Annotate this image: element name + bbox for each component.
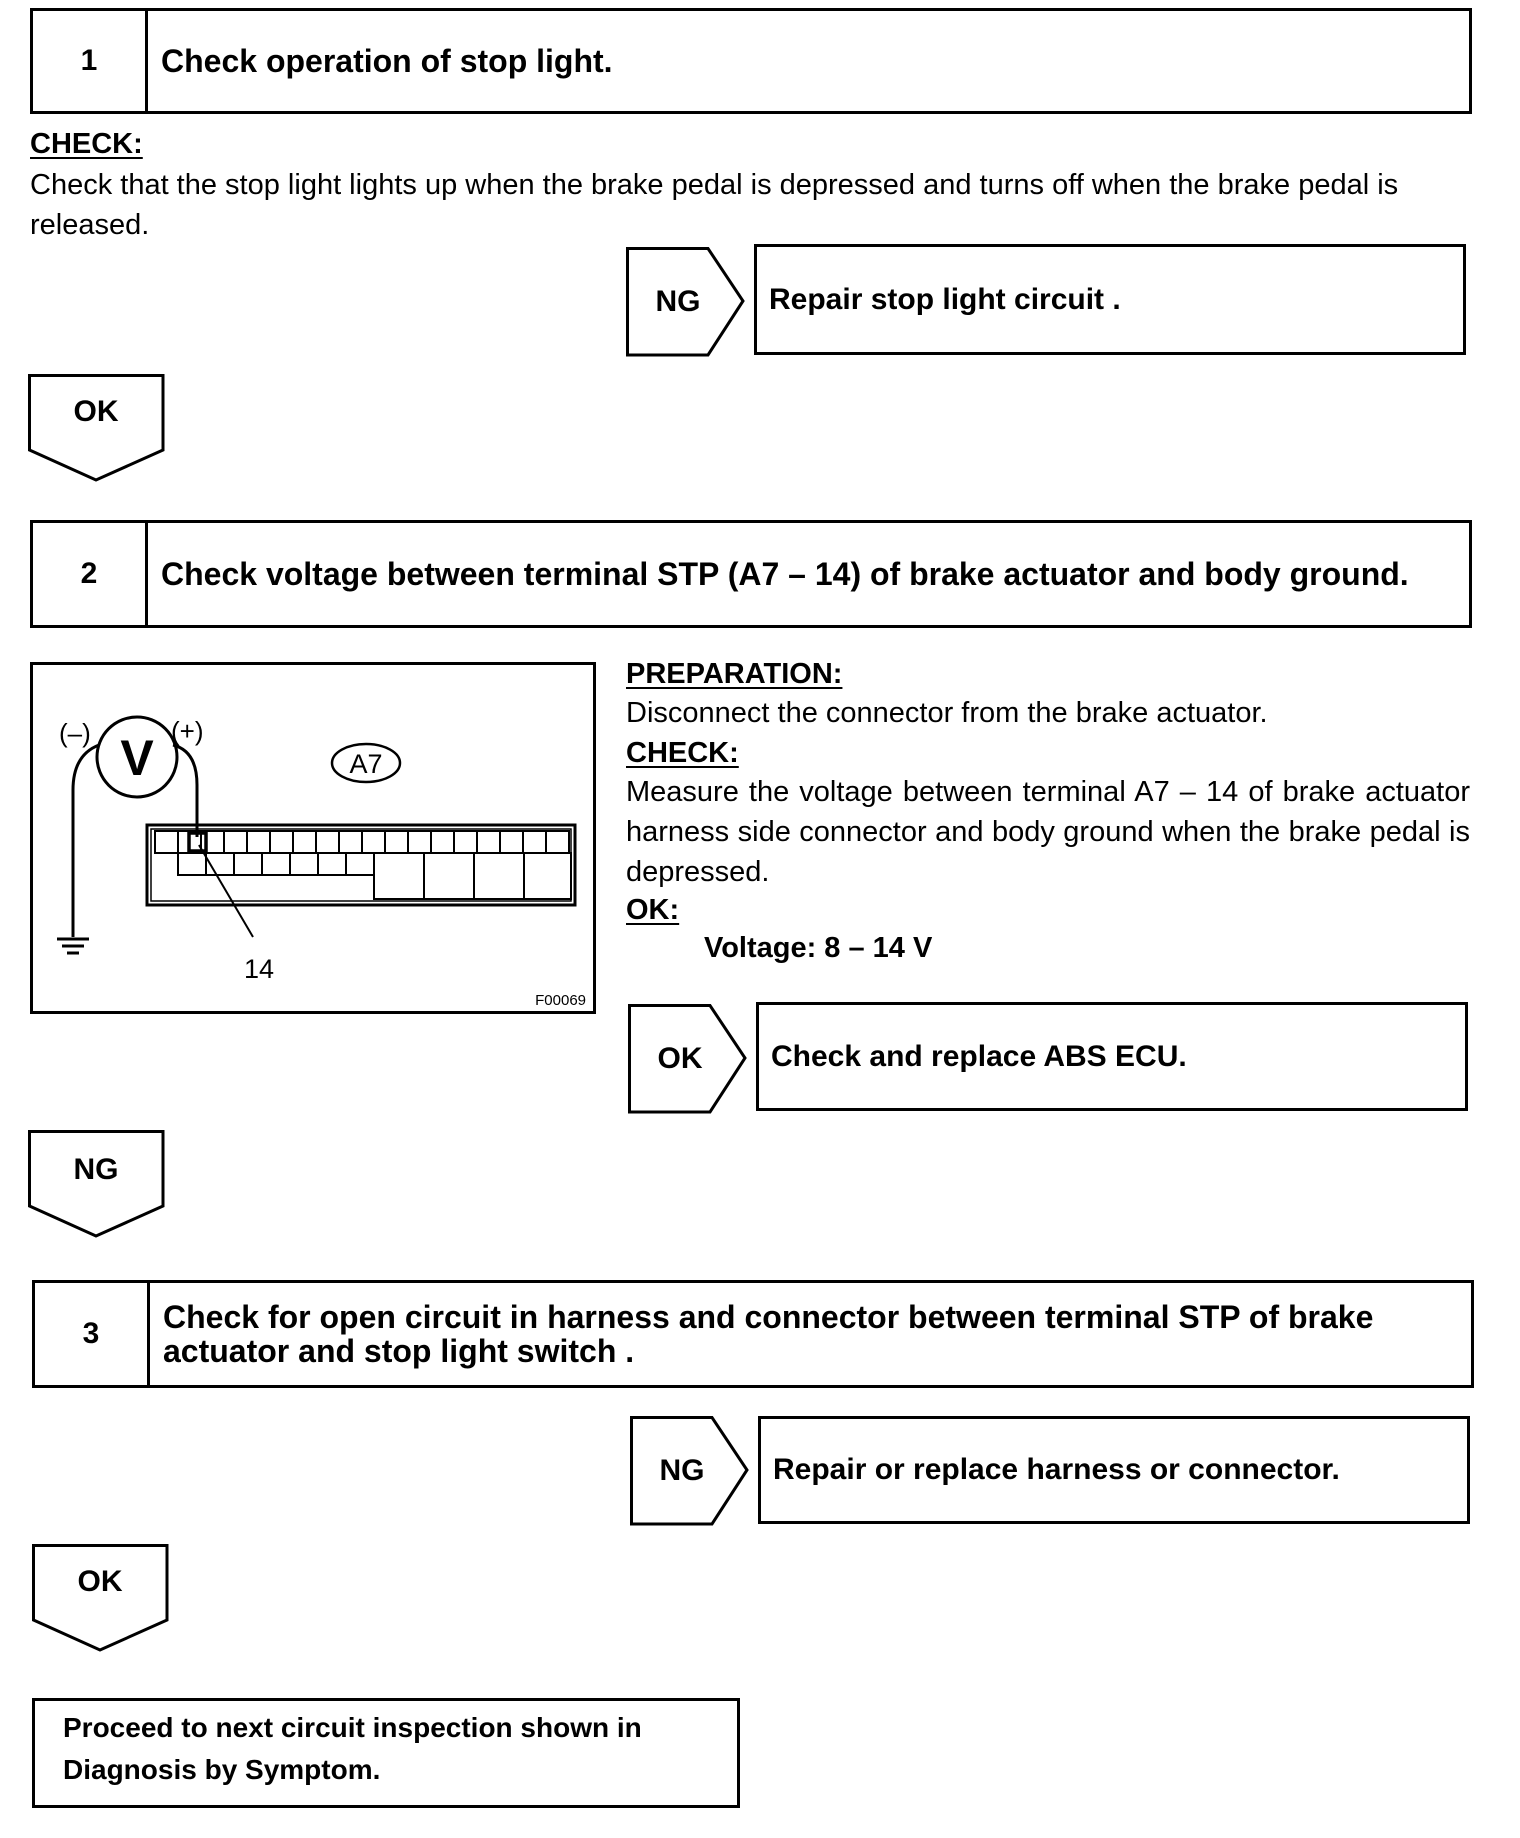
ng-label: NG <box>73 1153 119 1186</box>
ng-result-box: Repair stop light circuit . <box>754 244 1466 355</box>
voltmeter-connector-figure <box>33 665 593 1011</box>
ok-label: OK <box>77 1565 123 1598</box>
step-number: 3 <box>35 1283 150 1385</box>
ng-result-box: Repair or replace harness or connector. <box>758 1416 1470 1524</box>
ok-spec-value: Voltage: 8 – 14 V <box>704 932 933 964</box>
step-title: Check voltage between terminal STP (A7 – 14) of brake actuator and body ground. <box>161 556 1409 592</box>
ng-label: NG <box>659 1454 705 1487</box>
step-title: Check operation of stop light. <box>161 43 613 79</box>
step-2-header <box>30 520 1472 628</box>
ok-result-box: Check and replace ABS ECU. <box>756 1002 1468 1111</box>
terminal-leader-line <box>199 845 253 937</box>
preparation-text: Disconnect the connector from the brake actuator. <box>626 697 1268 729</box>
step-3-header <box>32 1280 1474 1388</box>
step-1-header <box>30 8 1472 114</box>
connector-top-pins <box>155 831 569 853</box>
final-instruction-box: Proceed to next circuit inspection shown in Diagnosis by Symptom. <box>32 1698 740 1808</box>
step-number: 1 <box>33 11 148 111</box>
ok-label: OK <box>73 395 119 428</box>
ng-label: NG <box>655 285 701 318</box>
connector-label: A7 <box>349 749 383 779</box>
check-label: CHECK: <box>30 128 143 160</box>
check-text: Check that the stop light lights up when the brake pedal is depressed and turns off when the brake pedal is released. <box>30 169 1399 241</box>
figure-code: F00069 <box>535 992 586 1009</box>
step-title: Check for open circuit in harness and connector between terminal STP of brake actuator and stop light switch . <box>163 1299 1374 1369</box>
check-label: CHECK: <box>626 737 739 769</box>
wiring-diagram <box>30 662 596 1014</box>
plus-label: (+) <box>171 716 204 746</box>
terminal-label: 14 <box>243 954 275 984</box>
minus-label: (–) <box>59 718 91 748</box>
ok-spec-label: OK: <box>626 894 680 926</box>
negative-lead <box>73 745 99 937</box>
check-text: Measure the voltage between terminal A7 – 14 of brake actuator harness side connector and body ground when the brake pedal is depressed. <box>626 776 1470 888</box>
ok-label: OK <box>657 1042 703 1075</box>
step-number: 2 <box>33 523 148 625</box>
connector-bottom-pins <box>178 853 374 875</box>
preparation-label: PREPARATION: <box>626 658 843 690</box>
meter-symbol: V <box>120 730 154 786</box>
connector-large-pins <box>374 853 571 899</box>
